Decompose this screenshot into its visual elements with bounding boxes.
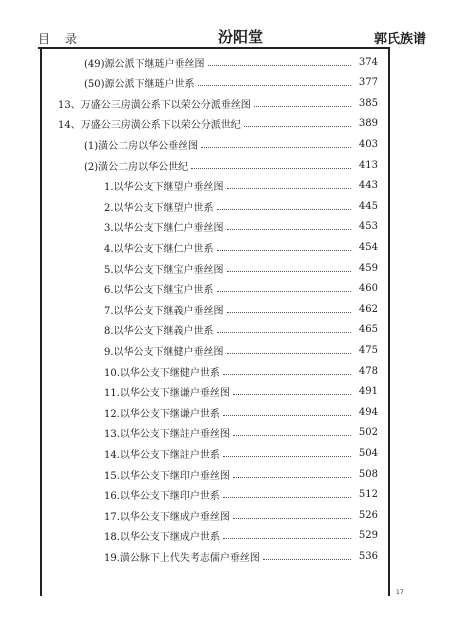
toc-entry [58,95,378,111]
toc-leader-dots [208,65,351,66]
toc-entry [104,507,378,523]
toc-entry-label: 9.以华公支下继健户垂丝图 [104,346,224,358]
toc-entry-page: 502 [358,427,378,439]
toc-entry-label: 3.以华公支下继仁户垂丝图 [104,223,224,235]
toc-leader-dots [227,312,351,313]
toc-entry [104,384,378,400]
toc-entry-page: 491 [358,386,378,398]
toc-entry-label: 17.以华公支下继成户垂丝图 [104,511,230,523]
toc-leader-dots [233,518,351,519]
toc-entry [104,548,378,564]
toc-entry-label: 13.以华公支下继註户垂丝图 [104,429,230,441]
toc-entry [104,363,378,379]
toc-entry-label: 15.以华公支下继印户垂丝图 [104,470,230,482]
toc-entry-page: 374 [358,56,378,68]
toc-entry [104,322,378,338]
toc-entry [104,425,378,441]
header-book-title: 郭氏族谱 [373,32,426,47]
toc-leader-dots [217,332,351,333]
toc-entry [58,116,378,132]
toc-entry-label: 8.以华公支下继義户世系 [104,326,214,338]
toc-entry-page: 445 [358,200,378,212]
toc-entry [104,198,378,214]
toc-entry-page: 512 [358,489,378,501]
toc-entry [104,342,378,358]
toc-entry-label: 19.潢公脉下上代失考志儒户垂丝图 [104,552,260,564]
toc-entry [104,260,378,276]
toc-entry-label: 6.以华公支下继宝户世系 [104,285,214,297]
toc-leader-dots [263,559,351,560]
toc-entry-label: 4.以华公支下继仁户世系 [104,243,214,255]
toc-entry [84,136,378,152]
toc-leader-dots [227,271,351,272]
toc-entry-label: (50)源公派下继琏户世系 [84,79,195,91]
toc-entry-page: 413 [358,159,378,171]
toc-entry-page: 385 [358,97,378,109]
toc-entry-page: 536 [358,550,378,562]
toc-entry-page: 526 [358,509,378,521]
toc-entry-page: 459 [358,262,378,274]
toc-entry [84,54,378,70]
toc-entry-label: (49)源公派下继琏户垂丝图 [84,58,205,70]
toc-entry-label: (1)潢公二房以华公垂丝图 [84,140,199,152]
toc-entry-label: 12.以华公支下继谦户世系 [104,408,220,420]
toc-entry-label: 1.以华公支下继望户垂丝图 [104,182,224,194]
toc-entry-page: 377 [358,77,378,89]
toc-leader-dots [227,229,351,230]
toc-leader-dots [227,188,351,189]
toc-entry [84,75,378,91]
toc-entry-label: 2.以华公支下继望户世系 [104,202,214,214]
header-left-char-1: 目 [38,32,52,46]
toc-leader-dots [254,106,351,107]
toc-entry [104,445,378,461]
header-hall-name: 汾阳堂 [218,28,264,46]
toc-entry-label: 7.以华公支下继義户垂丝图 [104,305,224,317]
toc-leader-dots [217,209,351,210]
toc-entry-page: 462 [358,303,378,315]
toc-entry [104,466,378,482]
toc-entry-label: 13、万盛公三房潢公系下以荣公分派垂丝图 [58,99,251,111]
toc-leader-dots [223,497,351,498]
toc-entry-label: (2)潢公二房以华公世纪 [84,161,189,173]
toc-entry [104,301,378,317]
toc-entry [104,404,378,420]
toc-leader-dots [233,435,351,436]
page-number: 17 [396,589,404,596]
toc-leader-dots [223,538,351,539]
toc-leader-dots [244,126,351,127]
toc-leader-dots [227,353,351,354]
toc-leader-dots [233,394,351,395]
toc-leader-dots [201,147,351,148]
toc-entry-label: 5.以华公支下继宝户垂丝图 [104,264,224,276]
toc-entry [104,219,378,235]
header-section-title [38,30,78,47]
toc-entry-page: 529 [358,530,378,542]
toc-leader-dots [223,415,351,416]
toc-entry-label: 16.以华公支下继印户世系 [104,491,220,503]
toc-entry-label: 11.以华公支下继谦户垂丝图 [104,388,230,400]
toc-entry-page: 453 [358,221,378,233]
toc-leader-dots [223,456,351,457]
toc-leader-dots [217,291,351,292]
toc-entry-page: 465 [358,324,378,336]
toc-entry-label: 14.以华公支下继註户世系 [104,449,220,461]
toc-leader-dots [233,477,351,478]
toc-entry-label: 10.以华公支下继健户世系 [104,367,220,379]
toc-entry-label: 14、万盛公三房潢公系下以荣公分派世纪 [58,120,241,132]
toc-entry [104,239,378,255]
toc-entry-page: 454 [358,241,378,253]
toc-leader-dots [191,168,351,169]
toc-leader-dots [217,250,351,251]
toc-leader-dots [198,85,351,86]
toc-entry [104,487,378,503]
toc-entry-page: 504 [358,447,378,459]
page-header [38,26,426,48]
toc-entry-page: 475 [358,344,378,356]
toc-entry-page: 508 [358,468,378,480]
toc-entry-page: 403 [358,138,378,150]
toc-entry-page: 389 [358,118,378,130]
toc-entry-page: 443 [358,180,378,192]
toc-entry-page: 460 [358,283,378,295]
toc-leader-dots [223,374,351,375]
header-left-char-2: 录 [65,32,79,46]
toc-entry-page: 478 [358,365,378,377]
toc-entry [104,528,378,544]
toc-entry [104,281,378,297]
toc-entry-page: 494 [358,406,378,418]
toc-entry [84,157,378,173]
toc-entry [104,178,378,194]
toc-entry-label: 18.以华公支下继成户世系 [104,532,220,544]
